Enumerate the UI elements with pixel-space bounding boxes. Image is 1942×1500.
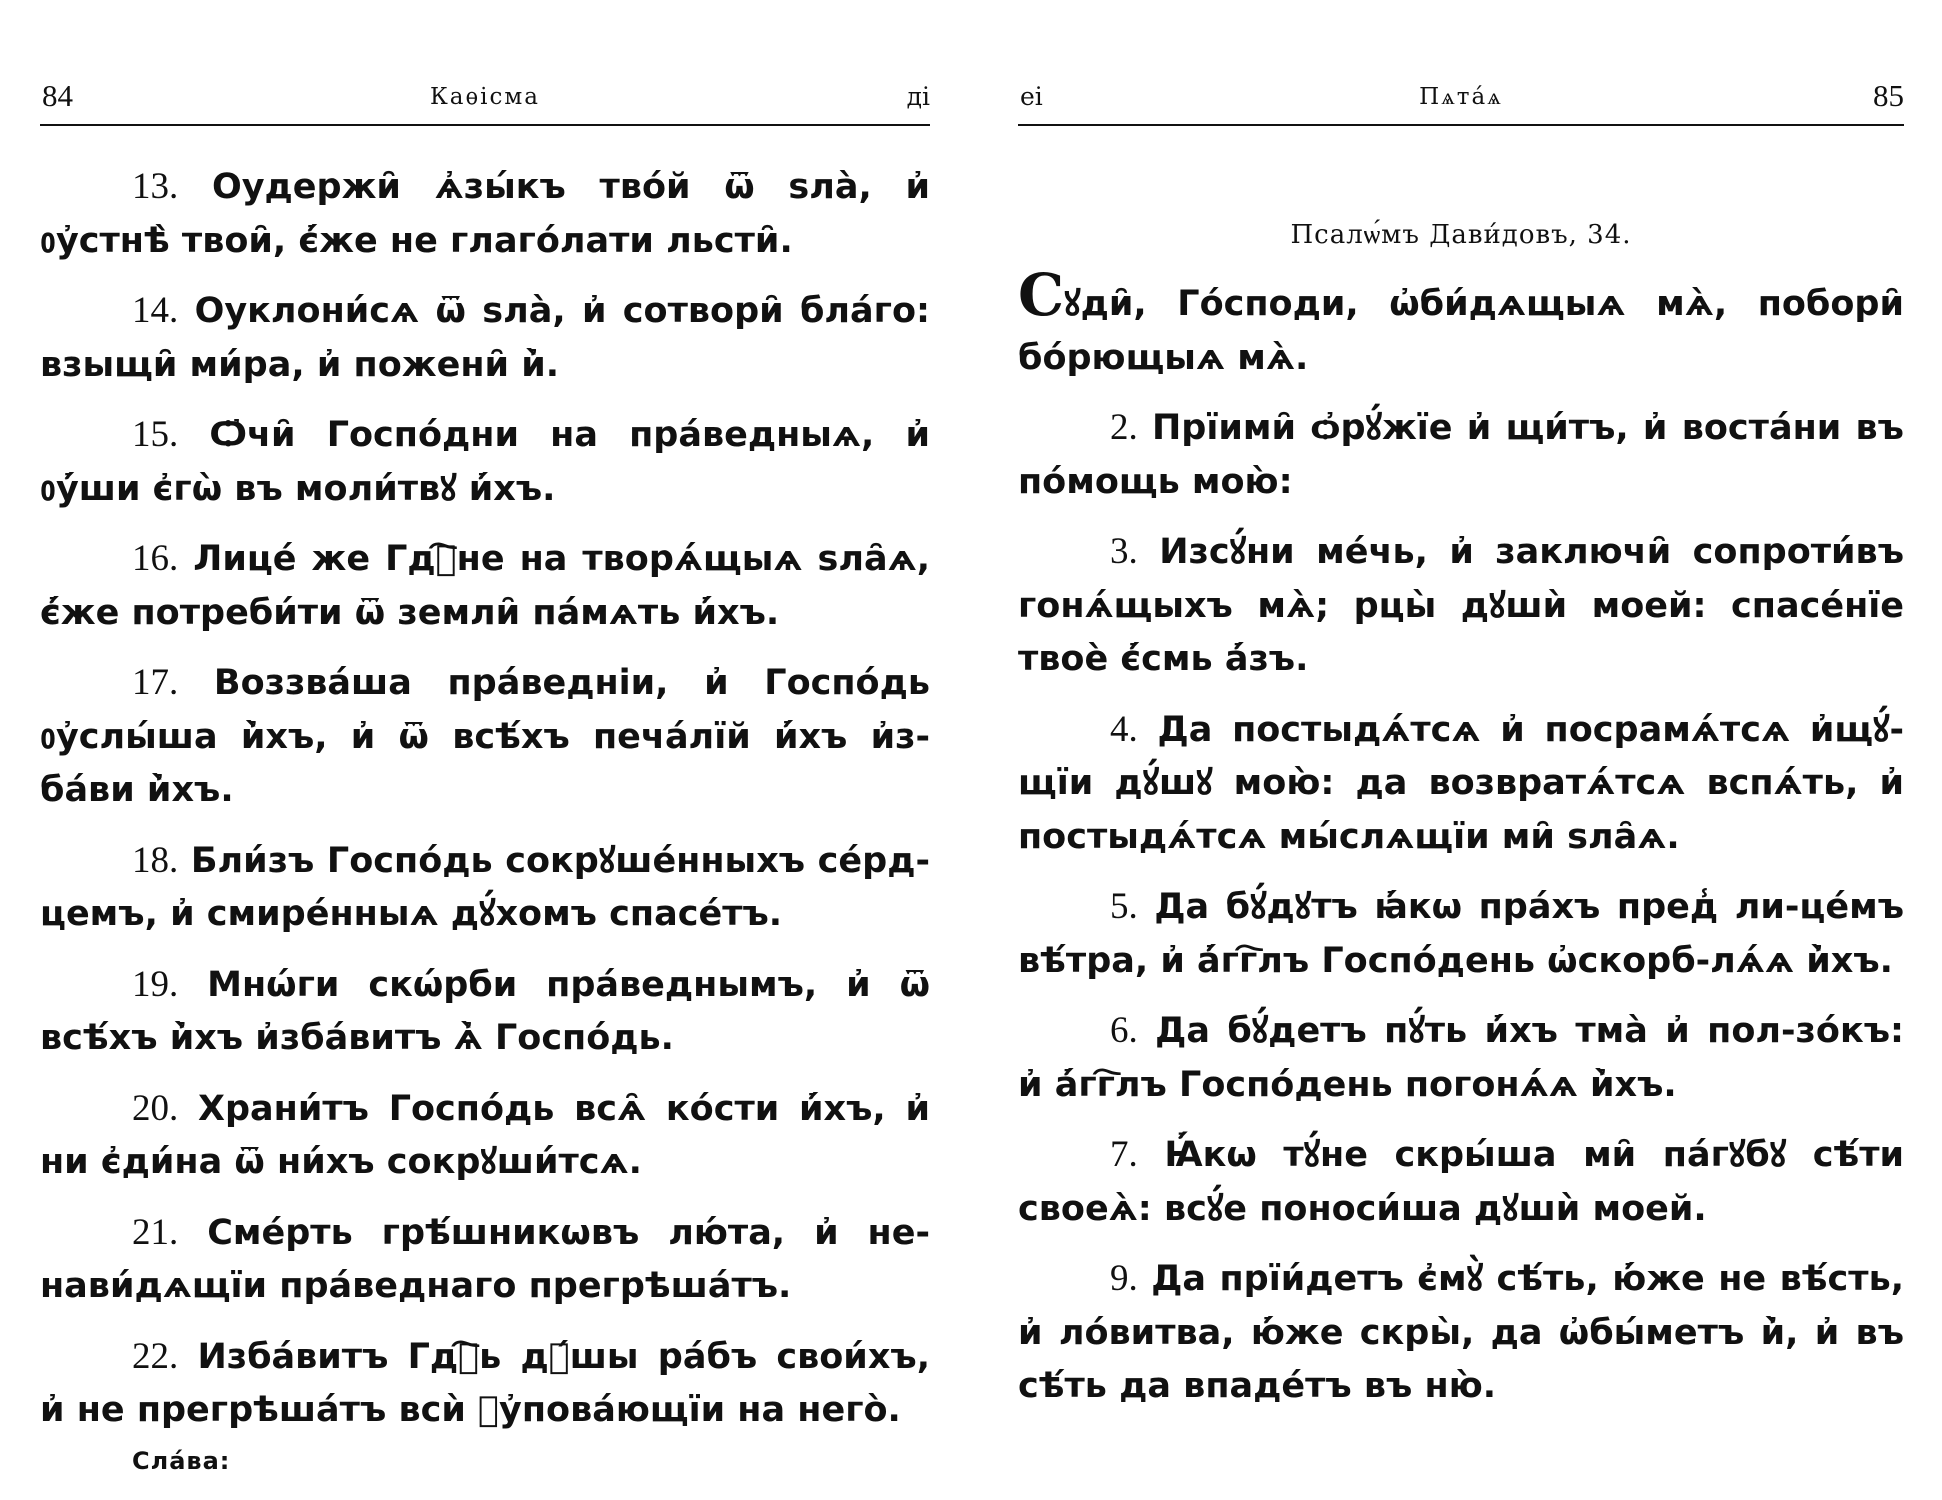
verse-number: 17. xyxy=(132,662,179,703)
verse-text: Воззва́ша пра́ведніи, и҆ Госпо́дь ᲂу҆слы́ша и҆̀хъ, и҆ ѿ всѣ́хъ печа́лїй и҆́хъ и҆з-ба́ви и҆̀хъ. xyxy=(40,663,930,810)
verse xyxy=(1018,261,1904,385)
left-running-head xyxy=(40,78,930,122)
verse xyxy=(40,958,930,1066)
verse xyxy=(1018,1128,1904,1236)
verse xyxy=(40,160,930,268)
verse-number: 4. xyxy=(1110,708,1138,750)
psalm-title: Псалѡ́мъ Дави́довъ, 34. xyxy=(1290,220,1632,250)
verse-text: Храни́тъ Госпо́дь всѧ̑ ко́сти и҆́хъ, и҆ ни є҆ди́на ѿ ни́хъ сокрꙋши́тсѧ. xyxy=(40,1088,930,1182)
verse xyxy=(1018,1004,1904,1112)
verse xyxy=(40,1330,930,1438)
verse-number: 9. xyxy=(1110,1258,1138,1299)
right-slavonic-number: еі xyxy=(1020,82,1043,111)
verse-text: Прїими̑ ѻ҆рꙋ́жїе и҆ щи́тъ, и҆ воста́ни въ по́мощь мою̀: xyxy=(1018,408,1904,502)
verse-number: 13. xyxy=(132,166,179,207)
verse-text: Лице́ же Гдⷭ҇не на творѧ́щыѧ ѕла̑ѧ, є҆́же потреби́ти ѿ земли̑ па́мѧть и҆́хъ. xyxy=(40,539,930,633)
verse-number: 2. xyxy=(1110,407,1138,448)
verse xyxy=(40,532,930,640)
verse-text: Да бꙋ́дꙋтъ ꙗ҆́кѡ пра́хъ пред̾ ли-це́мъ вѣ́тра, и҆ а҆́гг҇лъ Госпо́день ѡ҆скорб-лѧ́ѧ и҆̀хъ. xyxy=(1018,887,1904,981)
verse-number: 6. xyxy=(1110,1010,1138,1051)
right-header-title: Пѧта́ѧ xyxy=(1419,84,1503,110)
verse-text: ꙋди̑, Го́споди, ѡ҆би́дѧщыѧ мѧ̀, побори̑ бо́рющыѧ мѧ̀. xyxy=(1018,284,1904,378)
verse-text: Ѻ҆чи̑ Госпо́дни на пра́ведныѧ, и҆ ᲂу҆́ши є҆гѡ̀ въ моли́твꙋ и҆́хъ. xyxy=(40,415,931,509)
verse xyxy=(40,1206,930,1314)
verse-number: 21. xyxy=(132,1211,179,1253)
verse-number: 18. xyxy=(132,839,179,881)
verse xyxy=(1018,1252,1904,1414)
verse-text: Да постыдѧ́тсѧ и҆ посрамѧ́тсѧ и҆щꙋ́-щїи дꙋ́шꙋ мою̀: да возвратѧ́тсѧ вспѧ́ть, и҆ постыдѧ́тсѧ мы́слѧщїи ми̑ ѕла̑ѧ. xyxy=(1018,709,1904,857)
glory-marker: Сла́ва: xyxy=(132,1446,231,1475)
left-header-title: Каѳісма xyxy=(429,84,541,110)
left-header-rule xyxy=(40,124,930,126)
right-page xyxy=(1018,0,1904,1500)
right-running-head xyxy=(1018,78,1904,122)
verse xyxy=(1018,703,1904,865)
verse-number: 20. xyxy=(132,1087,179,1129)
verse-text: Изба́витъ Гдⷭ҇ь дꙋ́шы ра́бъ свои́хъ, и҆ не прегрѣша́тъ всѝ ᲂу҆пова́ющїи на него̀. xyxy=(40,1336,931,1430)
verse xyxy=(40,1082,930,1190)
right-header-rule xyxy=(1018,124,1904,126)
verse-number: 19. xyxy=(132,963,179,1005)
verse-number: 15. xyxy=(132,414,179,455)
verse-text: Ꙗ҆́кѡ тꙋ́не скры́ша ми̑ па́гꙋбꙋ сѣ́ти своеѧ̀: всꙋ́е поноси́ша дꙋшѝ моей. xyxy=(1018,1135,1905,1229)
left-page xyxy=(40,0,930,1500)
verse-number: 22. xyxy=(132,1335,179,1377)
right-body-text xyxy=(1018,212,1904,1430)
verse xyxy=(1018,880,1904,988)
verse-number: 16. xyxy=(132,538,179,579)
left-page-number: 84 xyxy=(42,78,73,113)
verse-number: 7. xyxy=(1110,1134,1138,1175)
verse xyxy=(40,656,930,818)
verse xyxy=(1018,401,1904,509)
left-body-text xyxy=(40,160,930,1476)
verse-text: Мнѡ́ги скѡ́рби пра́веднымъ, и҆ ѿ всѣ́хъ и҆̀хъ и҆зба́витъ ѧ҆̀ Госпо́дь. xyxy=(40,964,930,1058)
verse-number: 5. xyxy=(1110,886,1138,927)
verse-text: Да прїи́детъ є҆мꙋ̀ сѣ́ть, ю҆́же не вѣ́сть, и҆ ло́витва, ю҆́же скры̀, да ѡ҆бы́метъ и҆̀, и҆ въ сѣ́ть да впаде́тъ въ ню̀. xyxy=(1018,1259,1905,1406)
verse xyxy=(1018,525,1904,687)
verse xyxy=(40,408,930,516)
left-slavonic-number: ді xyxy=(906,82,930,111)
verse-text: Бли́зъ Госпо́дь сокрꙋше́нныхъ се́рд-цемъ, и҆ смире́нныѧ дꙋ́хомъ спасе́тъ. xyxy=(40,840,930,934)
verse-text: Оудержи̑ ѧ҆зы́къ тво́й ѿ ѕла̀, и҆ ᲂу҆стнѣ̀ твои̑, є҆́же не глаго́лати льсти̑. xyxy=(40,167,930,261)
verse xyxy=(40,834,930,942)
verse-text: Оуклони́сѧ ѿ ѕла̀, и҆ сотвори̑ бла́го: взыщи̑ ми́ра, и҆ пожени̑ и҆̀. xyxy=(40,291,931,385)
verse-text: Да бꙋ́детъ пꙋ́ть и҆́хъ тма̀ и҆ пол-зо́къ: и҆ а҆́гг҇лъ Госпо́день погонѧ́ѧ и҆̀хъ. xyxy=(1018,1011,1904,1105)
right-page-number: 85 xyxy=(1873,78,1904,113)
dropcap-letter: С xyxy=(1018,261,1065,329)
verse-number: 3. xyxy=(1110,531,1138,572)
verse-text: Изсꙋ́ни ме́чь, и҆ заключи̑ сопроти́въ гонѧ́щыхъ мѧ̀; рцы̀ дꙋшѝ моей: спасе́нїе твоѐ є҆́смь а҆́зъ. xyxy=(1018,532,1904,679)
verse xyxy=(40,284,930,392)
verse-number: 14. xyxy=(132,290,179,331)
verse-text: Сме́рть грѣ́шникѡвъ лю́та, и҆ не-нави́дѧщїи пра́веднаго прегрѣша́тъ. xyxy=(40,1212,931,1306)
